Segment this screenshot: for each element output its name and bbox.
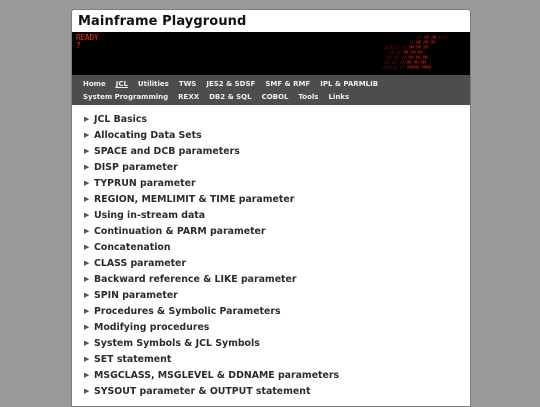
triangle-right-icon: ▶: [84, 371, 90, 379]
topic-item[interactable]: [84, 111, 470, 127]
triangle-right-icon: ▶: [84, 131, 90, 139]
svg-text:////// // MMMMM MMMM: ////// // MMMMM MMMM: [383, 65, 432, 70]
topic-item[interactable]: [84, 287, 470, 303]
topic-link[interactable]: Modifying procedures: [94, 321, 210, 333]
topic-item[interactable]: [84, 175, 470, 191]
topic-item[interactable]: [84, 127, 470, 143]
triangle-right-icon: ▶: [84, 163, 90, 171]
triangle-right-icon: ▶: [84, 387, 90, 395]
svg-text:////// // MM MM MM: ////// // MM MM MM: [385, 45, 429, 50]
page-container: [71, 9, 471, 407]
topic-link[interactable]: SPIN parameter: [94, 289, 178, 301]
topic-link[interactable]: System Symbols & JCL Symbols: [94, 337, 260, 349]
topic-item[interactable]: [84, 255, 470, 271]
svg-text:// // // MM MM MM: // // // MM MM MM: [385, 60, 426, 65]
terminal-prompt-text: ?: [76, 41, 81, 50]
topic-link[interactable]: REGION, MEMLIMIT & TIME parameter: [94, 193, 295, 205]
triangle-right-icon: ▶: [84, 227, 90, 235]
nav-item-db2-sql[interactable]: DB2 & SQL: [209, 93, 252, 101]
ascii-logo-art: [383, 35, 465, 71]
main-nav: [72, 75, 470, 105]
triangle-right-icon: ▶: [84, 339, 90, 347]
topic-link[interactable]: MSGCLASS, MSGLEVEL & DDNAME parameters: [94, 369, 340, 381]
topic-link[interactable]: Concatenation: [94, 241, 171, 253]
nav-item-cobol[interactable]: COBOL: [261, 93, 289, 101]
nav-item-ipl-parmlib[interactable]: IPL & PARMLIB: [320, 80, 379, 88]
triangle-right-icon: ▶: [84, 243, 90, 251]
topic-link[interactable]: Using in-stream data: [94, 209, 206, 221]
topic-item[interactable]: [84, 191, 470, 207]
nav-item-smf-rmf[interactable]: SMF & RMF: [265, 80, 311, 88]
topic-link[interactable]: Backward reference & LIKE parameter: [94, 273, 297, 285]
topic-item[interactable]: [84, 271, 470, 287]
nav-item-utilities[interactable]: Utilities: [137, 80, 169, 88]
topic-item[interactable]: [84, 143, 470, 159]
topic-list: [84, 111, 470, 399]
triangle-right-icon: ▶: [84, 307, 90, 315]
triangle-right-icon: ▶: [84, 211, 90, 219]
topic-item[interactable]: [84, 383, 470, 399]
nav-item-tools[interactable]: Tools: [298, 93, 319, 101]
topic-item[interactable]: [84, 319, 470, 335]
triangle-right-icon: ▶: [84, 291, 90, 299]
triangle-right-icon: ▶: [84, 179, 90, 187]
nav-item-jes2-sdsf[interactable]: JES2 & SDSF: [206, 80, 256, 88]
triangle-right-icon: ▶: [84, 115, 90, 123]
nav-item-system-programming[interactable]: System Programming: [83, 93, 169, 101]
topic-item[interactable]: [84, 159, 470, 175]
svg-text:// // MM MM MM: // // MM MM MM: [389, 50, 423, 55]
svg-text:// MM MM MM: // MM MM MM: [409, 40, 436, 45]
nav-item-rexx[interactable]: REXX: [178, 93, 200, 101]
nav-item-links[interactable]: Links: [328, 93, 350, 101]
topic-link[interactable]: Procedures & Symbolic Parameters: [94, 305, 281, 317]
topic-item[interactable]: [84, 303, 470, 319]
site-title[interactable]: Mainframe Playground: [78, 13, 247, 29]
topic-link[interactable]: JCL Basics: [94, 113, 148, 125]
triangle-right-icon: ▶: [84, 323, 90, 331]
topic-item[interactable]: [84, 367, 470, 383]
triangle-right-icon: ▶: [84, 355, 90, 363]
main-content: [72, 105, 470, 399]
terminal-output: [76, 34, 99, 50]
topic-item[interactable]: [84, 239, 470, 255]
svg-text:// // // MM MM MM: // // // MM MM MM: [387, 55, 428, 60]
topic-item[interactable]: [84, 223, 470, 239]
topic-link[interactable]: Allocating Data Sets: [94, 129, 202, 141]
nav-item-home[interactable]: Home: [83, 80, 106, 88]
topic-item[interactable]: [84, 335, 470, 351]
terminal-ready-text: READY: [76, 33, 99, 42]
triangle-right-icon: ▶: [84, 259, 90, 267]
header: [72, 10, 470, 32]
svg-text:// MM MM ////: // MM MM ////: [417, 35, 449, 40]
topic-link[interactable]: SPACE and DCB parameters: [94, 145, 240, 157]
topic-link[interactable]: DISP parameter: [94, 161, 178, 173]
topic-item[interactable]: [84, 351, 470, 367]
topic-link[interactable]: CLASS parameter: [94, 257, 187, 269]
topic-link[interactable]: SYSOUT parameter & OUTPUT statement: [94, 385, 311, 397]
topic-link[interactable]: SET statement: [94, 353, 172, 365]
topic-item[interactable]: [84, 207, 470, 223]
nav-item-tws[interactable]: TWS: [178, 80, 197, 88]
triangle-right-icon: ▶: [84, 147, 90, 155]
terminal-banner: [72, 32, 470, 75]
topic-link[interactable]: TYPRUN parameter: [94, 177, 196, 189]
triangle-right-icon: ▶: [84, 275, 90, 283]
triangle-right-icon: ▶: [84, 195, 90, 203]
nav-item-jcl[interactable]: JCL: [115, 80, 128, 88]
topic-link[interactable]: Continuation & PARM parameter: [94, 225, 266, 237]
